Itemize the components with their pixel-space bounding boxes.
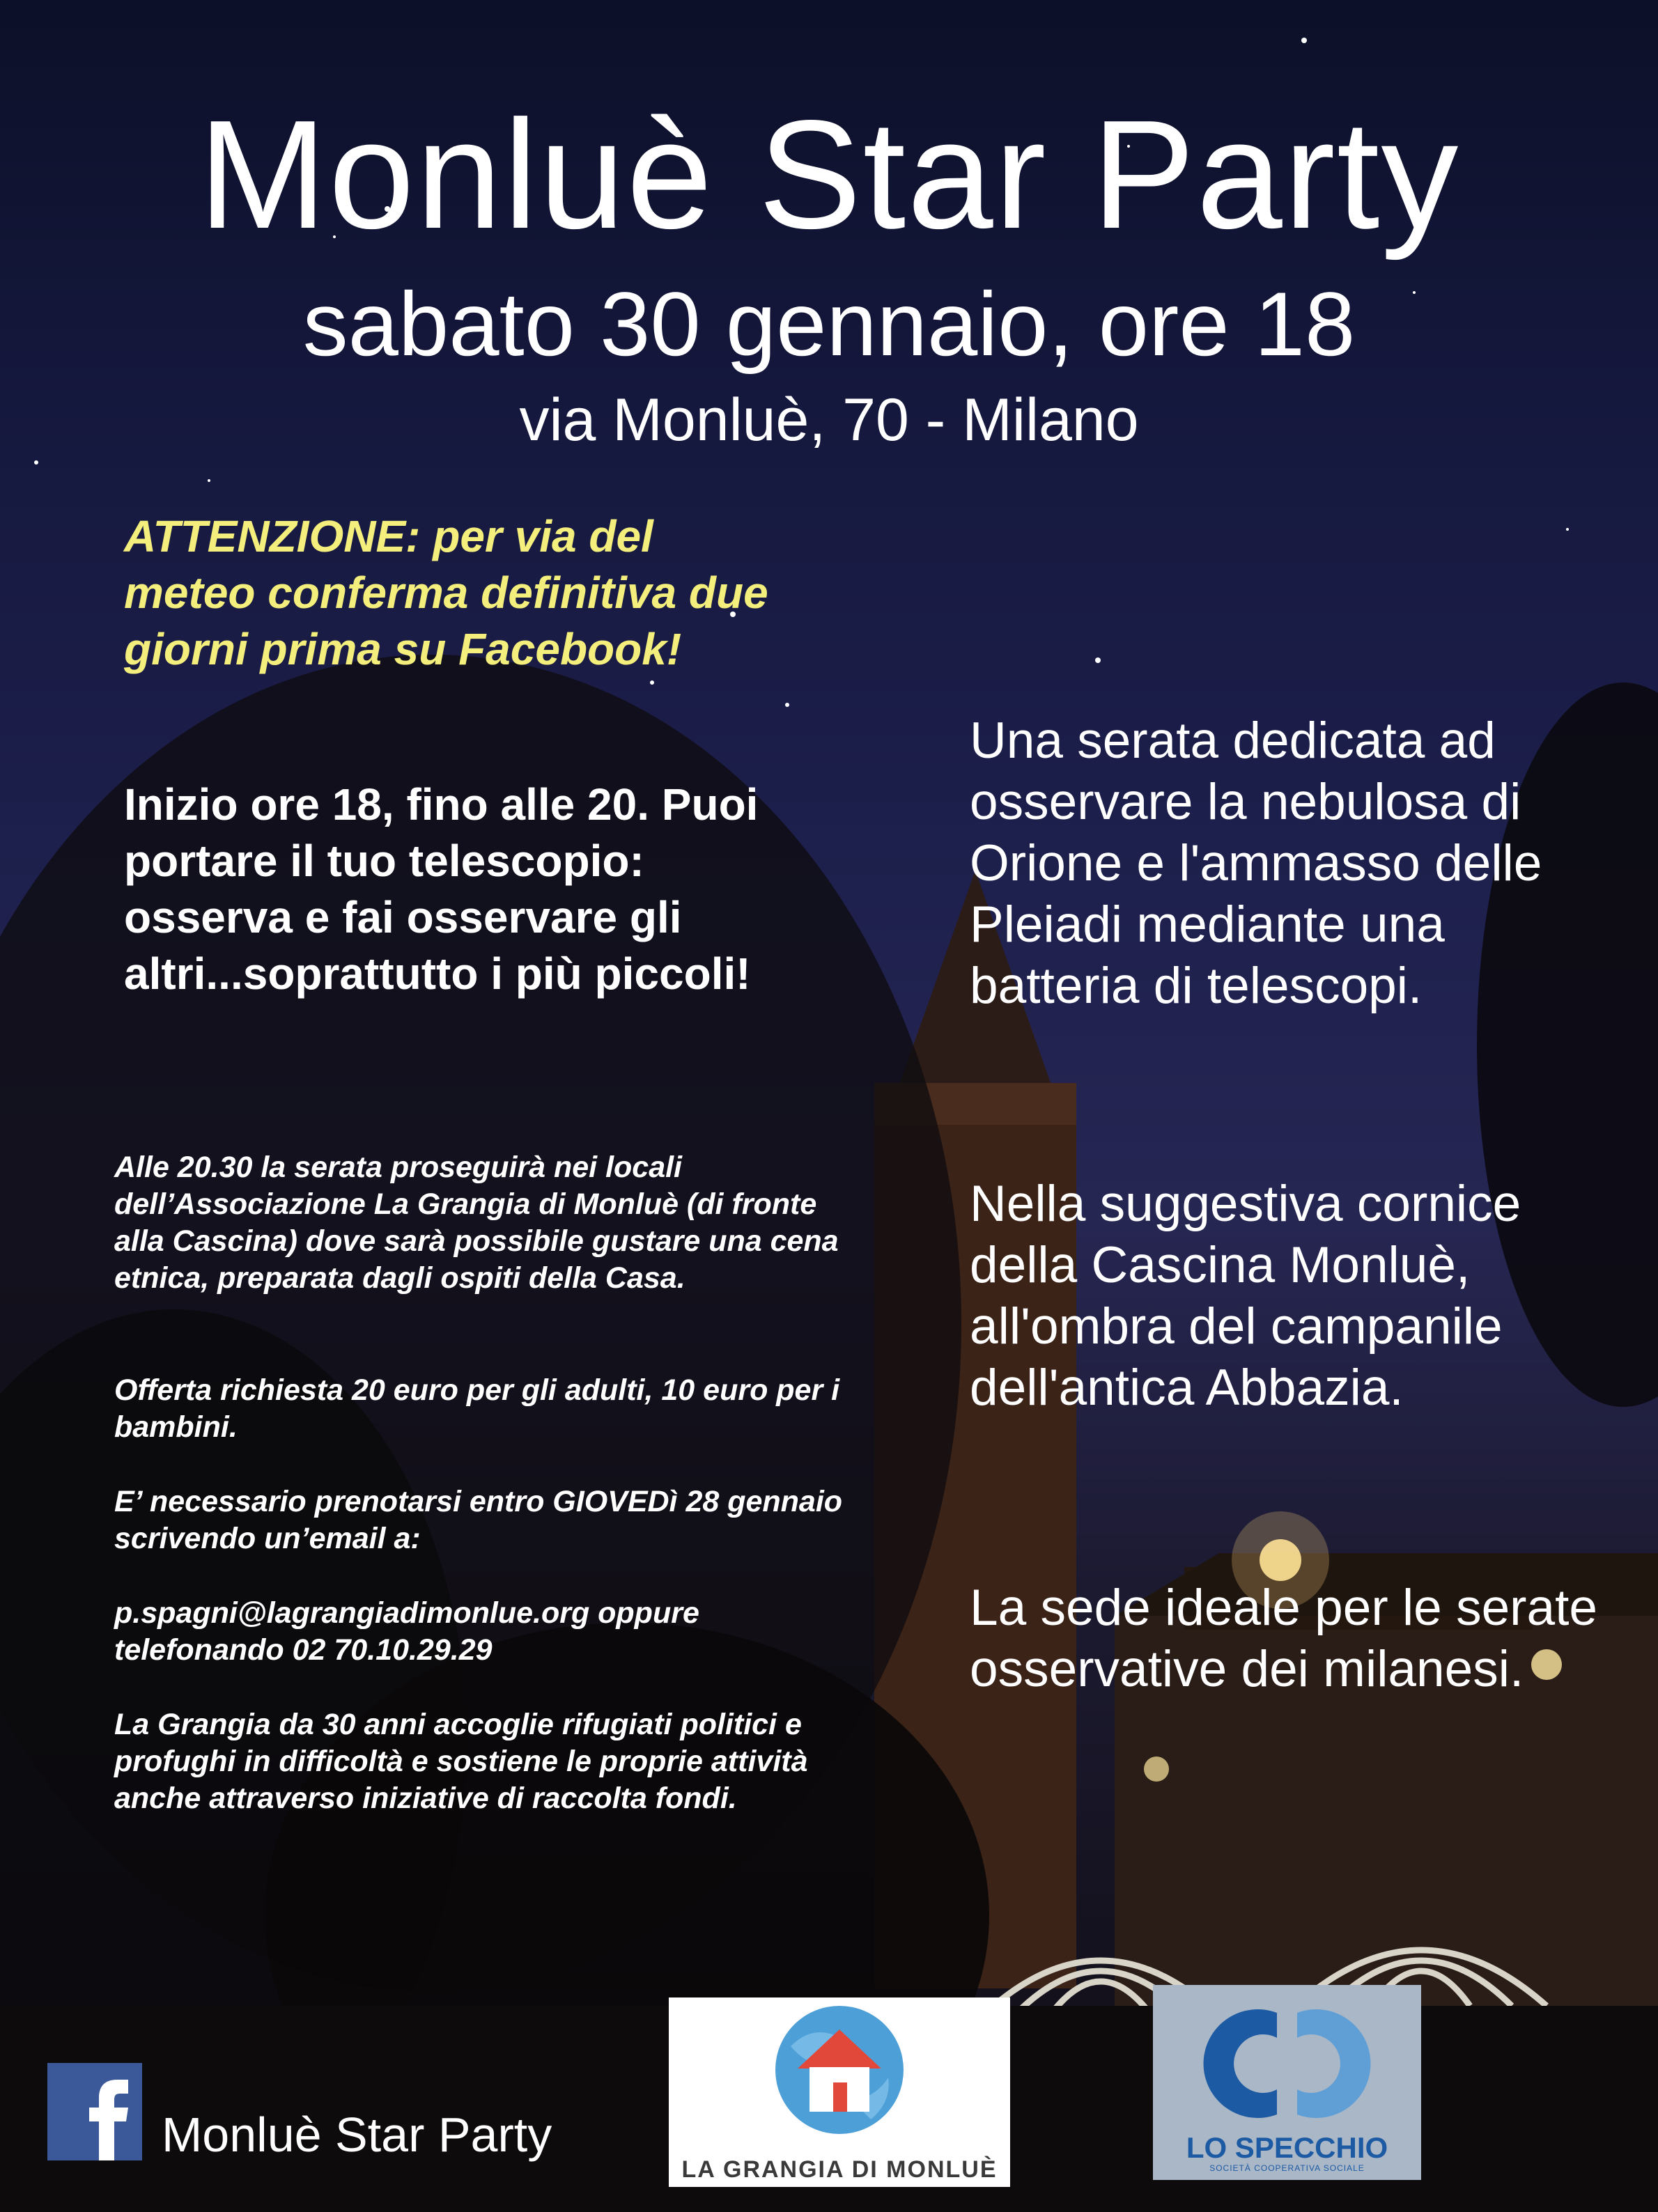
booking-info: E’ necessario prenotarsi entro GIOVEDì 28 gennaio scrivendo un’email a:: [114, 1485, 843, 1555]
grangia-logo-text: LA GRANGIA DI MONLUÈ: [681, 2156, 998, 2183]
association-info: La Grangia da 30 anni accoglie rifugiati politici e profughi in difficoltà e sostiene le proprie attività anche attraverso iniziative di raccolta fondi.: [114, 1708, 808, 1815]
poster-title: Monluè Star Party: [198, 88, 1460, 261]
price-info: Offerta richiesta 20 euro per gli adulti, 10 euro per i bambini.: [114, 1373, 840, 1444]
specchio-logo-text: LO SPECCHIO: [1186, 2131, 1388, 2164]
setting-description: Nella suggestiva cornice della Cascina Monluè, all'ombra del campanile dell'antica Abbazia.: [970, 1176, 1521, 1416]
la-grangia-logo: [669, 1997, 1010, 2187]
event-address: via Monluè, 70 - Milano: [519, 387, 1139, 453]
observation-description: Una serata dedicata ad osservare la nebulosa di Orione e l'ammasso delle Pleiadi mediante una batteria di telescopi.: [970, 712, 1542, 1014]
dinner-info: Alle 20.30 la serata proseguirà nei locali dell’Associazione La Grangia di Monluè (di fronte alla Cascina) dove sarà possibile gustare una cena etnica, preparata dagli ospiti della Casa.: [114, 1151, 839, 1295]
weather-warning: ATTENZIONE: per via del meteo conferma definitiva due giorni prima su Facebook!: [124, 511, 768, 674]
venue-description: La sede ideale per le serate osservative dei milanesi.: [970, 1580, 1597, 1697]
contact-info: p.spagni@lagrangiadimonlue.org oppure telefonando 02 70.10.29.29: [114, 1596, 699, 1667]
facebook-f-glyph: [47, 2063, 142, 2160]
specchio-logo-subtext: SOCIETÀ COOPERATIVA SOCIALE: [1209, 2163, 1365, 2173]
event-date: sabato 30 gennaio, ore 18: [302, 273, 1356, 375]
facebook-icon[interactable]: [47, 2063, 142, 2160]
lo-specchio-logo: [1153, 1985, 1421, 2180]
event-intro: Inizio ore 18, fino alle 20. Puoi portare il tuo telescopio: osserva e fai osservare gli altri...soprattutto i più piccoli!: [124, 779, 759, 999]
facebook-page-name: Monluè Star Party: [162, 2108, 552, 2162]
